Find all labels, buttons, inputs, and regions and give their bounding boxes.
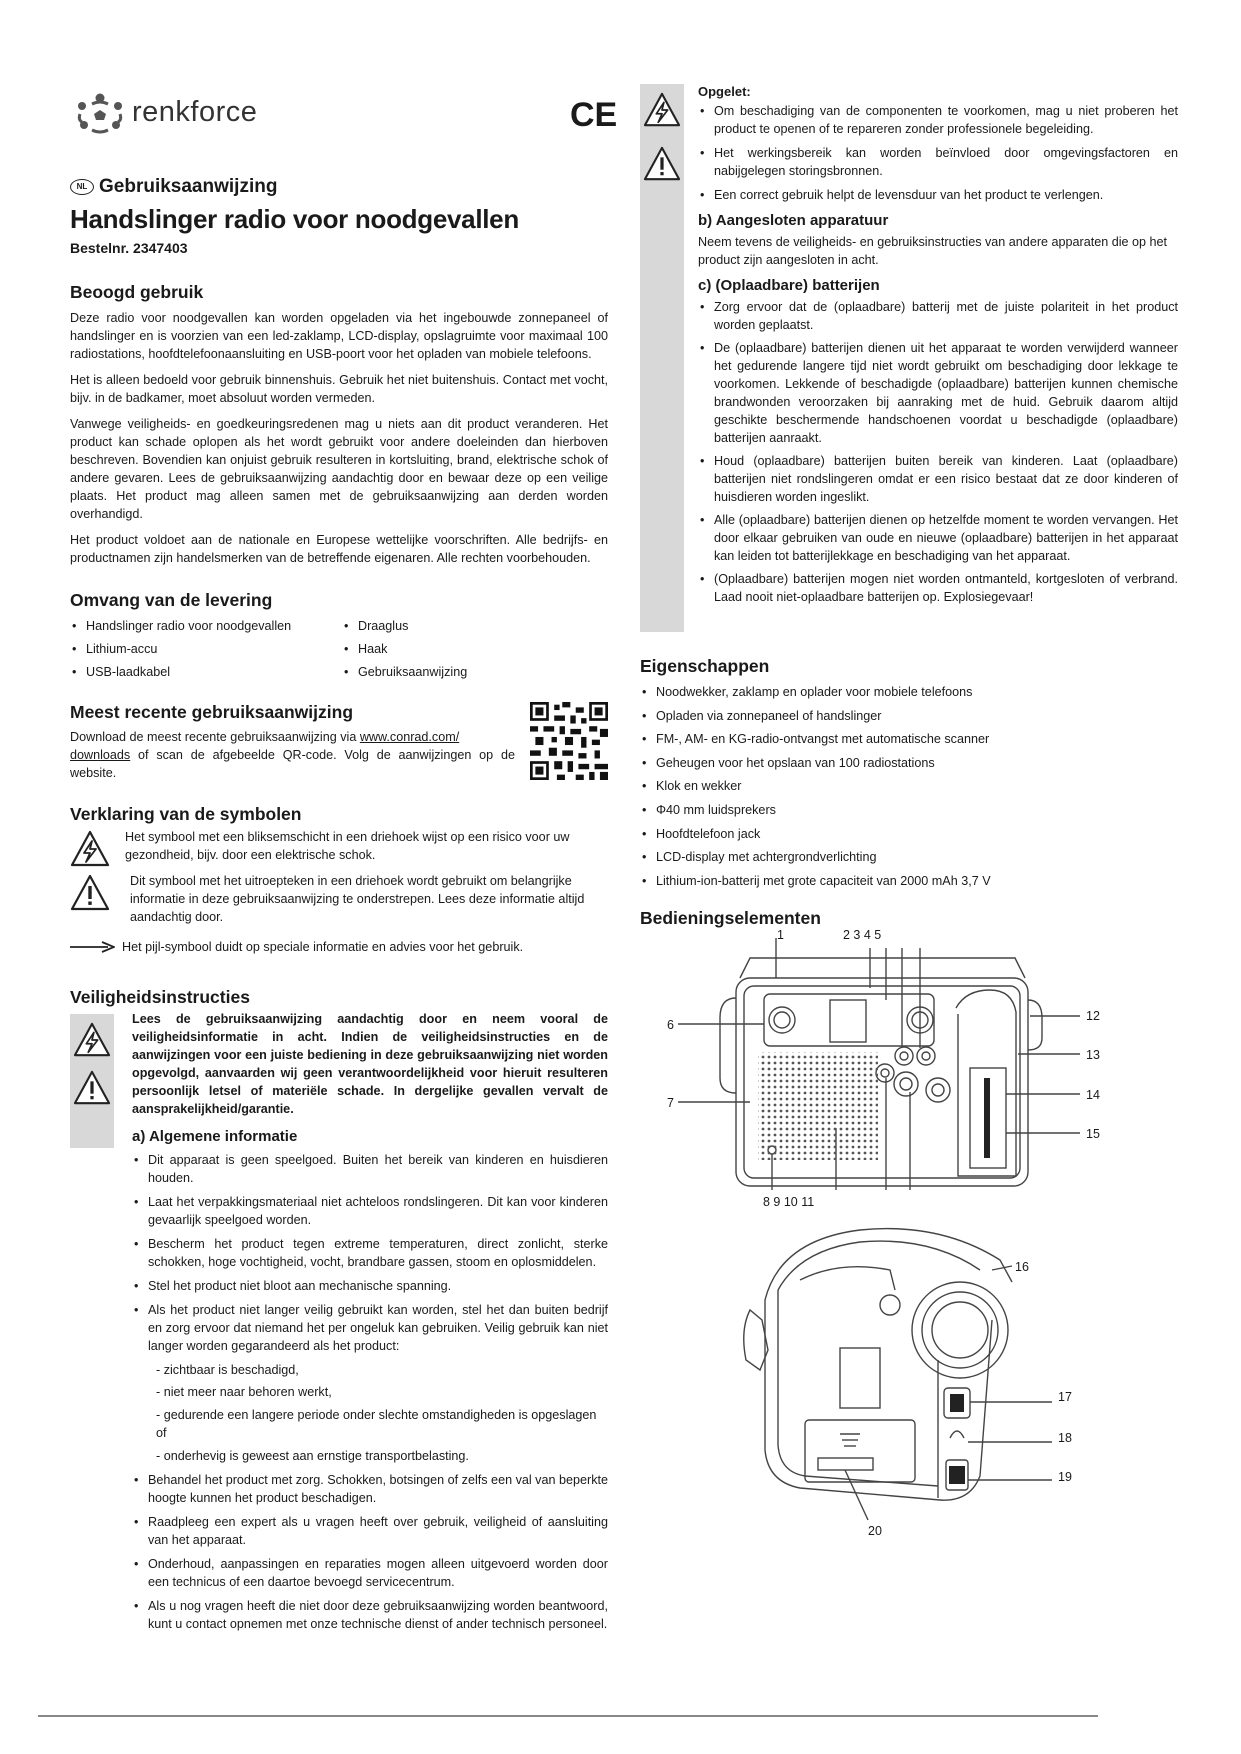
doc-title: Handslinger radio voor noodgevallen (70, 204, 519, 234)
list-item: • Φ40 mm luidsprekers (640, 799, 1178, 823)
brand-name: renkforce (132, 96, 258, 128)
list-item: • De (oplaadbare) batterijen dienen uit het apparaat te worden verwijderd wanneer het gedurende langere tijd niet wordt gebruikt om beschadiging door lekkage te voorkomen. Lekkende of beschadigde (oplaadbare) batterijen kunnen chemische brandwonden veroorzaken bij aanraking met de huid. Gebruik daarom altijd geschikte beschermende handschoenen voordat u beschadigde (oplaadbare) batterijen aanraakt. (698, 339, 1178, 447)
omvang-list-2 (342, 615, 592, 684)
batterijen-list (698, 298, 1178, 606)
lightning-warning-icon (643, 92, 681, 128)
heading-algemeen: a) Algemene informatie (132, 1128, 298, 1145)
footer-rule (38, 1715, 1098, 1717)
opgelet-list (698, 102, 1178, 204)
renkforce-logo-icon (70, 88, 130, 136)
heading-opgelet: Opgelet: (698, 84, 751, 99)
recent-text-before: Download de meest recente gebruiksaanwijzing via (70, 730, 360, 744)
list-item: • USB-laadkabel (70, 661, 342, 684)
sub-item: - niet meer naar behoren werkt, (156, 1385, 332, 1399)
list-item: • Behandel het product met zorg. Schokken, botsingen of zelfs een val van beperkte hoogte kunnen het product beschadigen. (132, 1471, 608, 1507)
list-item: • Handslinger radio voor noodgevallen (70, 615, 342, 638)
list-item: • (Oplaadbare) batterijen mogen niet worden ontmanteld, kortgesloten of verbrand. Laad nooit niet-oplaadbare batterijen op. Explosiegevaar! (698, 570, 1178, 606)
list-item: • Hoofdtelefoon jack (640, 823, 1178, 847)
order-number: Bestelnr. 2347403 (70, 240, 188, 256)
list-item: • Raadpleeg een expert als u vragen heeft over gebruik, veiligheid of aansluiting van het apparaat. (132, 1513, 608, 1549)
section-veiligheid (70, 987, 608, 1008)
list-item: • Zorg ervoor dat de (oplaadbare) batterij met de juiste polariteit in het product worden geplaatst. (698, 298, 1178, 334)
label-891011: 8 9 10 11 (763, 1195, 815, 1209)
section-omvang (70, 590, 608, 684)
section-bediening (640, 908, 1178, 929)
heading-veiligheid: Veiligheidsinstructies (70, 987, 250, 1007)
heading-omvang: Omvang van de levering (70, 590, 273, 610)
label-16: 16 (1015, 1260, 1029, 1274)
qr-code-icon[interactable] (530, 702, 608, 780)
label-17: 17 (1058, 1390, 1072, 1404)
symbol-arrow-text: Het pijl-symbool duidt op speciale informatie en advies voor het gebruik. (122, 940, 524, 954)
recent-text-after: of scan de afgebeelde QR-code. Volg de aanwijzingen op de website. (70, 748, 515, 780)
beoogd-p3: Vanwege veiligheids- en goedkeuringsredenen mag u niets aan dit product veranderen. Het product kan schade oplopen als het wordt gebruikt voor andere doeleinden dan hierboven beschreven. Bovendien kan onjuist gebruik resulteren in kortsluiting, brand, elektrische schok of andere gevaren. Lees de gebruiksaanwijzing aandachtig door en bewaar deze op een veilige plaats. Het product mag alleen samen met de gebruiksaanwijzing aan derden worden overhandigd. (70, 417, 608, 521)
label-14: 14 (1086, 1088, 1100, 1102)
list-item: • Opladen via zonnepaneel of handslinger (640, 705, 1178, 729)
list-item: • Het werkingsbereik kan worden beïnvloed door omgevingsfactoren en nabijgelegen storingsbronnen. (698, 144, 1178, 180)
symbol-exclaim-text: Dit symbool met het uitroepteken in een driehoek wordt gebruikt om belangrijke informatie in deze gebruiksaanwijzing te onderstrepen. Lees deze informatie altijd aandachtig door. (130, 874, 585, 924)
list-item: • Draaglus (342, 615, 592, 638)
heading-beoogd: Beoogd gebruik (70, 282, 204, 302)
list-item: • Noodwekker, zaklamp en oplader voor mobiele telefoons (640, 681, 1178, 705)
list-item: • Houd (oplaadbare) batterijen buiten bereik van kinderen. Laat (oplaadbare) batterijen niet rondslingeren omdat er een risico bestaat dat ze door kinderen of huisdieren worden ingeslikt. (698, 452, 1178, 506)
section-recent (70, 702, 608, 782)
heading-aangesloten: b) Aangesloten apparatuur (698, 212, 889, 229)
list-item: • LCD-display met achtergrondverlichting (640, 846, 1178, 870)
subtitle-text: Gebruiksaanwijzing (99, 176, 278, 197)
list-item: • Bescherm het product tegen extreme temperaturen, direct zonlicht, sterke schokken, hoge vochtigheid, vocht, brandbare gassen, stoom en oplosmiddelen. (132, 1235, 608, 1271)
lightning-warning-icon (73, 1022, 111, 1058)
algemeen-list (132, 1151, 608, 1355)
label-1: 1 (777, 928, 784, 942)
label-15: 15 (1086, 1127, 1100, 1141)
beoogd-p1: Deze radio voor noodgevallen kan worden opgeladen via het ingebouwde zonnepaneel of handslinger en is voorzien van een led-zaklamp, LCD-display, opslagruimte voor maximaal 100 radiostations, hoofdtelefoonaansluiting en USB-poort voor het opladen van mobiele telefoons. (70, 311, 608, 361)
beoogd-p4: Het product voldoet aan de nationale en Europese wettelijke voorschriften. Alle bedrijfs- en productnamen zijn handelsmerken van de betreffende eigenaren. Alle rechten voorbehouden. (70, 533, 608, 565)
downloads-link[interactable]: downloads (70, 748, 131, 762)
heading-symbolen: Verklaring van de symbolen (70, 804, 302, 824)
list-item: • Onderhoud, aanpassingen en reparaties mogen alleen uitgevoerd worden door een technicus of een daartoe bevoegd servicecentrum. (132, 1555, 608, 1591)
aangesloten-text: Neem tevens de veiligheids- en gebruiksinstructies van andere apparaten die op het product zijn aangesloten in acht. (698, 235, 1168, 267)
exclamation-warning-icon (70, 874, 110, 912)
sub-item: - zichtbaar is beschadigd, (156, 1363, 299, 1377)
conrad-link[interactable]: www.conrad.com/ (359, 730, 460, 744)
arrow-right-icon (70, 940, 115, 954)
veiligheid-intro: Lees de gebruiksaanwijzing aandachtig door en neem vooral de veiligheidsinformatie in acht. Indien de veiligheidsinstructies en de aanwijzingen voor een juiste bediening in deze gebruiksaanwijzing niet worden opgevolgd, aanvaarden wij geen verantwoordelijkheid voor hieruit resulteren persoonlijk letsel of materiële schade. In dergelijke gevallen vervalt de aansprakelijkheid/garantie. (132, 1012, 608, 1116)
sub-item: - onderhevig is geweest aan ernstige transportbelasting. (156, 1449, 469, 1463)
label-7: 7 (667, 1096, 674, 1110)
label-20: 20 (868, 1524, 882, 1538)
section-symbolen (70, 804, 608, 954)
list-item: • Lithium-accu (70, 638, 342, 661)
list-item: • Haak (342, 638, 592, 661)
list-item: • Een correct gebruik helpt de levensduur van het product te verlengen. (698, 186, 1178, 204)
section-eigenschappen (640, 656, 1178, 893)
label-12: 12 (1086, 1009, 1100, 1023)
nl-badge: NL (70, 179, 94, 195)
radio-side-diagram (640, 1220, 1178, 1540)
label-6: 6 (667, 1018, 674, 1032)
algemeen-list-2 (132, 1471, 608, 1633)
ce-mark: CE (570, 96, 618, 134)
exclamation-warning-icon (643, 146, 681, 182)
list-item: • Als u nog vragen heeft die niet door deze gebruiksaanwijzing worden beantwoord, kunt u contact opnemen met onze technische dienst of ander technisch personeel. (132, 1597, 608, 1633)
exclamation-warning-icon (73, 1070, 111, 1106)
list-item: • Alle (oplaadbare) batterijen dienen op hetzelfde moment te worden vervangen. Het door elkaar gebruiken van oude en nieuwe (oplaadbare) batterijen in het apparaat kan leiden tot batterijlekkage en beschadiging van het apparaat. (698, 511, 1178, 565)
list-item: • Lithium-ion-batterij met grote capaciteit van 2000 mAh 3,7 V (640, 870, 1178, 894)
heading-batterijen: c) (Oplaadbare) batterijen (698, 277, 880, 294)
section-opgelet (698, 84, 1178, 606)
radio-front-drawing (640, 928, 1178, 1218)
heading-eigenschappen: Eigenschappen (640, 656, 770, 676)
doc-subtitle (70, 176, 608, 198)
eigenschappen-list (640, 681, 1178, 893)
list-item: • Gebruiksaanwijzing (342, 661, 592, 684)
section-beoogd (70, 282, 608, 567)
radio-side-drawing (640, 1220, 1178, 1540)
list-item: • Om beschadiging van de componenten te voorkomen, mag u niet proberen het product te openen of te repareren zonder professionele begeleiding. (698, 102, 1178, 138)
label-19: 19 (1058, 1470, 1072, 1484)
list-item: • FM-, AM- en KG-radio-ontvangst met automatische scanner (640, 728, 1178, 752)
heading-recent: Meest recente gebruiksaanwijzing (70, 702, 354, 722)
list-item: • Dit apparaat is geen speelgoed. Buiten het bereik van kinderen en huisdieren houden. (132, 1151, 608, 1187)
heading-bediening: Bedieningselementen (640, 908, 821, 928)
recent-text (70, 728, 515, 782)
list-item: • Laat het verpakkingsmateriaal niet achteloos rondslingeren. Dit kan voor kinderen gevaarlijk speelgoed worden. (132, 1193, 608, 1229)
symbol-lightning-text: Het symbool met een bliksemschicht in een driehoek wijst op een risico voor uw gezondheid, bijv. door een elektrische schok. (125, 830, 570, 862)
brand-logo (70, 88, 310, 138)
label-13: 13 (1086, 1048, 1100, 1062)
radio-front-diagram (640, 928, 1178, 1218)
title-block (70, 176, 608, 256)
list-item: • Geheugen voor het opslaan van 100 radiostations (640, 752, 1178, 776)
sub-item: - gedurende een langere periode onder slechte omstandigheden is opgeslagen of (156, 1408, 597, 1440)
label-2345: 2 3 4 5 (843, 928, 882, 942)
lightning-warning-icon (70, 830, 110, 868)
beoogd-p2: Het is alleen bedoeld voor gebruik binnenshuis. Gebruik het niet buitenshuis. Contact met vocht, bijv. in de badkamer, moet absoluut worden vermeden. (70, 373, 608, 405)
list-item: • Klok en wekker (640, 775, 1178, 799)
label-18: 18 (1058, 1431, 1072, 1445)
omvang-list-1 (70, 615, 342, 684)
list-item: • Stel het product niet bloot aan mechanische spanning. (132, 1277, 608, 1295)
list-item: • Als het product niet langer veilig gebruikt kan worden, stel het dan buiten bedrijf en zorg ervoor dat niemand het per ongeluk kan gebruiken. Veilig gebruik kan niet langer worden gegarandeerd als het product: (132, 1301, 608, 1355)
section-algemeen (132, 1128, 608, 1633)
algemeen-sublist (132, 1359, 608, 1467)
